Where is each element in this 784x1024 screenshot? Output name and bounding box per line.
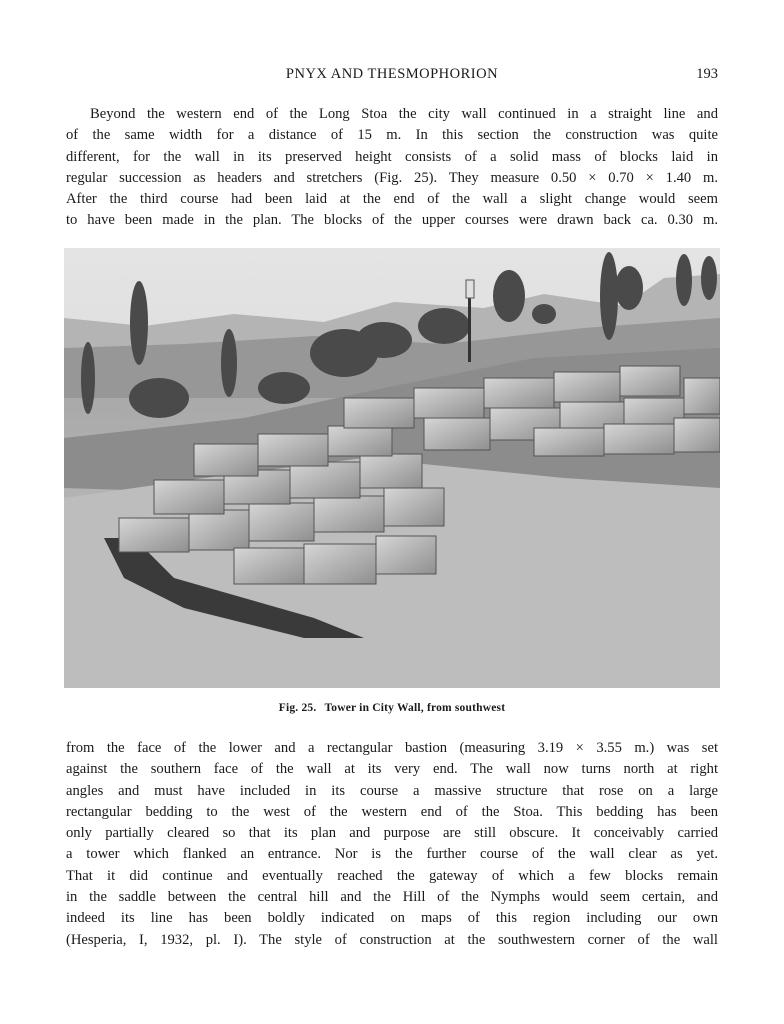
figure-caption-text: Tower in City Wall, from southwest <box>324 702 506 714</box>
figure-photo <box>64 248 720 688</box>
tower-wall-photo <box>64 248 720 688</box>
text-line: indeed its line has been boldly indicated on maps of this region including our own <box>66 910 718 927</box>
running-title: PNYX AND THESMOPHORION <box>285 66 499 82</box>
text-line: of the same width for a distance of 15 m. In this section the construction was quite <box>66 127 718 144</box>
text-line: Beyond the western end of the Long Stoa the city wall continued in a straight line and <box>90 106 718 122</box>
text-line: (Hesperia, I, 1932, pl. I). The style of construction at the southwestern corner of the wall <box>66 931 718 948</box>
text-line: That it did continue and eventually reached the gateway of which a few blocks remain <box>66 867 718 884</box>
paragraph-1 <box>66 104 718 232</box>
text-line: After the third course had been laid at the end of the wall a slight change would seem <box>66 191 718 208</box>
text-line: only partially cleared so that its plan and purpose are still obscure. It conceivably carried <box>66 825 718 842</box>
figure-label: Fig. 25. <box>278 702 317 714</box>
page-number: 193 <box>696 66 718 82</box>
text-line: regular succession as headers and stretchers (Fig. 25). They measure 0.50 × 0.70 × 1.40 m. <box>66 169 718 186</box>
text-line: to have been made in the plan. The blocks of the upper courses were drawn back ca. 0.30 m. <box>66 212 718 229</box>
text-line: against the southern face of the wall at its very end. The wall now turns north at right <box>66 761 718 778</box>
text-line: rectangular bedding to the west of the western end of the Stoa. This bedding has been <box>66 803 718 820</box>
text-line: a tower which flanked an entrance. Nor is the further course of the wall clear as yet. <box>66 846 718 863</box>
figure-caption <box>64 702 720 714</box>
text-line: from the face of the lower and a rectangular bastion (measuring 3.19 × 3.55 m.) was set <box>66 740 718 756</box>
page-header <box>66 66 718 90</box>
paragraph-2 <box>66 738 718 951</box>
text-line: angles and must have included in its course a massive structure that rose on a large <box>66 782 718 799</box>
text-line: in the saddle between the central hill and the Hill of the Nymphs would seem certain, and <box>66 889 718 906</box>
text-line: different, for the wall in its preserved height consists of a solid mass of blocks laid in <box>66 148 718 165</box>
